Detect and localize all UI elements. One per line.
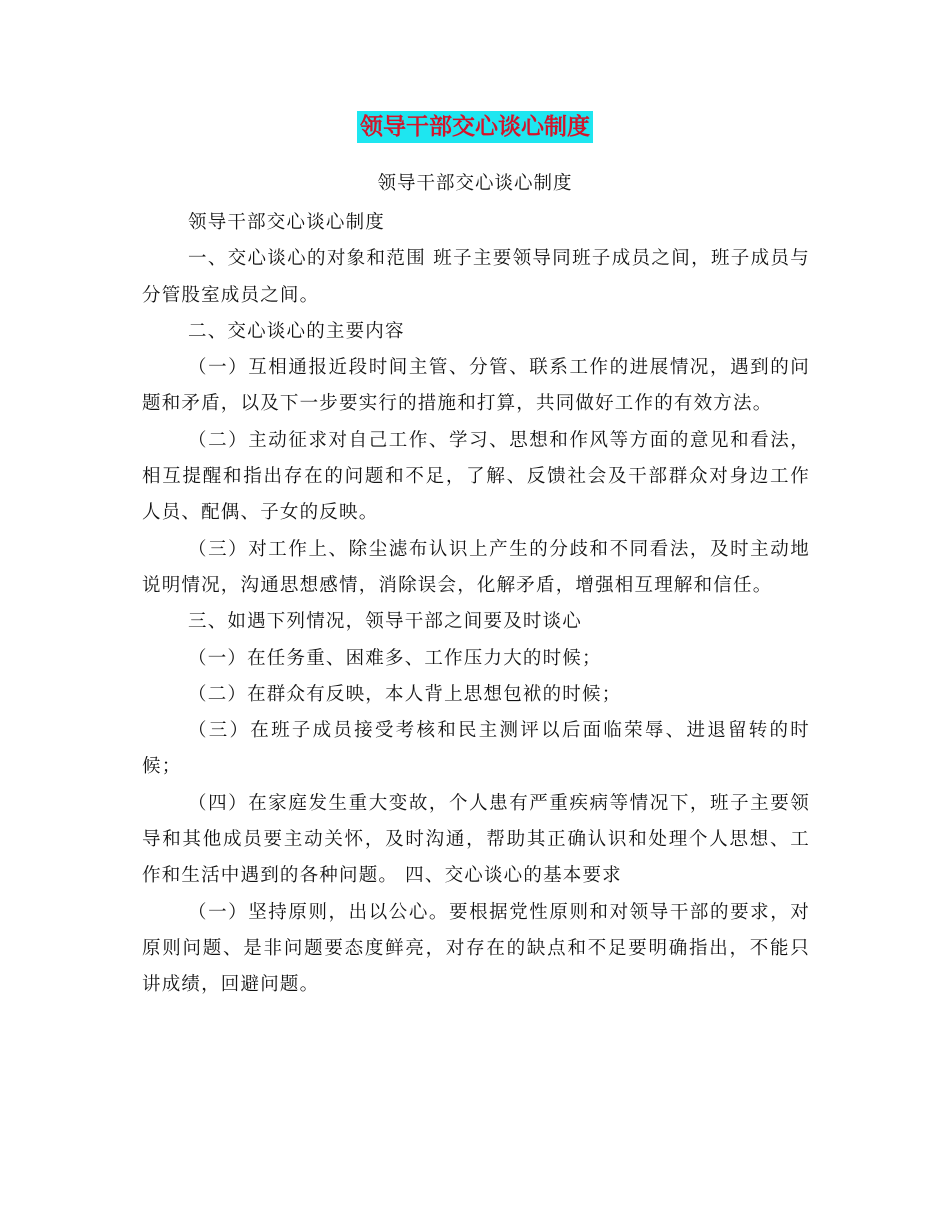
document-subtitle: 领导干部交心谈心制度 bbox=[377, 173, 573, 194]
paragraph: （二）在群众有反映，本人背上思想包袱的时候； bbox=[188, 683, 622, 705]
paragraph: （一）在任务重、困难多、工作压力大的时候； bbox=[188, 647, 602, 669]
title-container bbox=[0, 111, 950, 143]
paragraph: （一）坚持原则，出以公心。要根据党性原则和对领导干部的要求，对原则问题、是非问题要态度鲜亮，对存在的缺点和不足要明确指出，不能只讲成绩，回避问题。 bbox=[142, 901, 810, 996]
paragraph: 三、如遇下列情况，领导干部之间要及时谈心 bbox=[188, 611, 583, 633]
document-body bbox=[142, 205, 810, 1004]
paragraph: （一）互相通报近段时间主管、分管、联系工作的进展情况，遇到的问题和矛盾，以及下一步要实行的措施和打算，共同做好工作的有效方法。 bbox=[142, 357, 810, 415]
paragraph: 二、交心谈心的主要内容 bbox=[188, 320, 405, 342]
paragraph: （三）在班子成员接受考核和民主测评以后面临荣辱、进退留转的时候； bbox=[142, 720, 810, 778]
paragraph: （四）在家庭发生重大变故，个人患有严重疾病等情况下，班子主要领导和其他成员要主动关怀，及时沟通，帮助其正确认识和处理个人思想、工作和生活中遇到的各种问题。 四、交心谈心的基本要求 bbox=[142, 792, 810, 887]
paragraph: （三）对工作上、除尘滤布认识上产生的分歧和不同看法，及时主动地说明情况，沟通思想感情，消除误会，化解矛盾，增强相互理解和信任。 bbox=[142, 538, 810, 596]
paragraph: 一、交心谈心的对象和范围 班子主要领导同班子成员之间，班子成员与分管股室成员之间。 bbox=[142, 248, 810, 306]
paragraph: 领导干部交心谈心制度 bbox=[188, 212, 386, 233]
paragraph: （二）主动征求对自己工作、学习、思想和作风等方面的意见和看法，相互提醒和指出存在的问题和不足，了解、反馈社会及干部群众对身边工作人员、配偶、子女的反映。 bbox=[142, 429, 810, 524]
document-title: 领导干部交心谈心制度 bbox=[357, 111, 593, 143]
